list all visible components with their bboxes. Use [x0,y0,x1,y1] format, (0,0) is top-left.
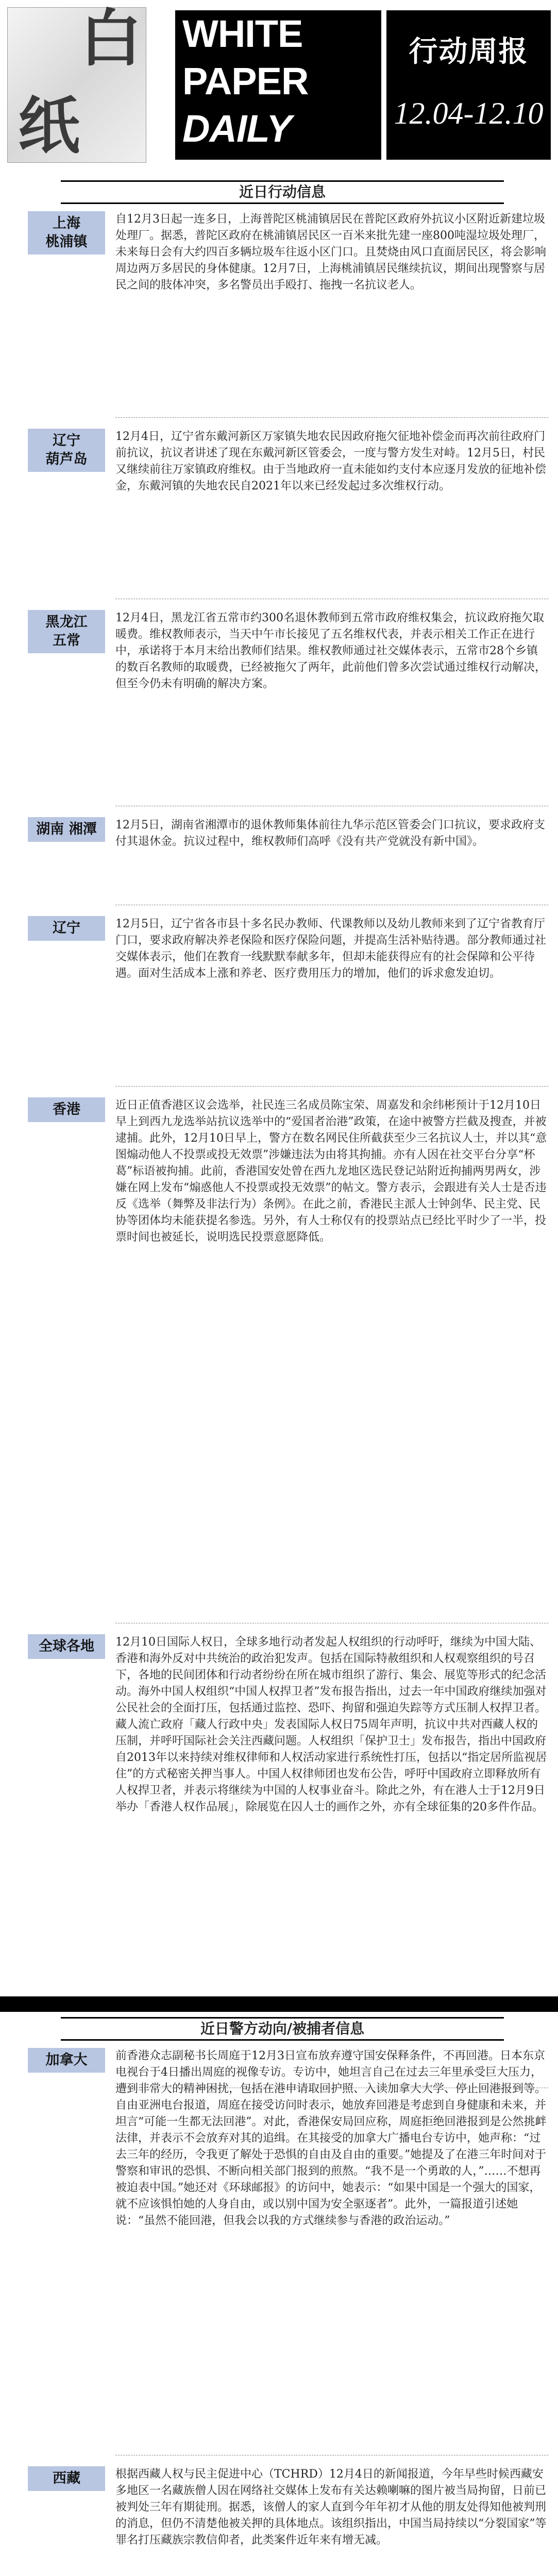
location-label [28,610,105,653]
entry-text [115,2048,548,2455]
page-header [0,0,558,170]
location-label [28,211,105,255]
location-label [28,1097,105,1122]
title-line-2: PAPER [182,60,309,103]
entry-paragraph: 近日正值香港区议会选举，社民连三名成员陈宝荣、周嘉发和余纬彬预计于12月10日早上到西九龙选举站抗议选举中的“爱国者治港”政策，在途中被警方拦截及搜查，并被逮捕。此外，12月10日早上，警方在数名网民住所截获至少三名抗议人士，并以其“意图煽动他人不投票或投无效票”涉嫌违法为由将其拘捕。亦有人因在社交平台分享“杯葛”标语被拘捕。此前，香港国安处曾在西九龙地区选民登记站附近拘捕两男两女，涉嫌在网上发布“煽惑他人不投票或投无效票”的帖文。警方表示，会跟进有关人士是否违反《选举（舞弊及非法行为）条例》。在此之前，香港民主派人士钟剑华、民主党、民协等团体均未能获提名参选。另外，有人士称仅有的投票站点已经比平时少了一半，投票时间也被延长，说明选民投票意愿降低。 [115,1099,547,1244]
location-line: 西藏 [53,2470,80,2486]
location-line: 黑龙江 [45,614,88,630]
entry-text [115,211,548,418]
entry-paragraph: 12月4日，黑龙江省五常市约300名退休教师到五常市政府维权集会，抗议政府拖欠取暖费。维权教师表示，当天中午市长接见了五名维权代表，并表示相关工作正在进行中，承诺将于本月末给出教师们结果。维权教师通过社交媒体表示，五常市28个乡镇的数百名教师的取暖费，已经被拖欠了两年，此前他们曾多次尝试通过维权行动解决，但至今仍未有明确的解决方案。 [115,612,547,690]
entry-paragraph: 12月4日，辽宁省东戴河新区万家镇失地农民因政府拖欠征地补偿金而再次前往政府门前抗议，抗议者讲述了现在东戴河新区管委会，一度与警方发生对峙。12月5日，村民又继续前往万家镇政府维权。由于当地政府一直未能如约支付本应逐月发放的征地补偿金，东戴河镇的失地农民自2021年以来已经发起过多次维权行动。 [115,430,547,493]
entry-text [115,1097,548,1623]
location-line: 桃浦镇 [45,234,88,250]
issue-date-range: 12.04-12.10 [394,96,544,130]
entry-paragraph: 12月5日，辽宁省各市县十多名民办教师、代课教师以及幼儿教师来到了辽宁省教育厅门口，要求政府解决养老保险和医疗保险问题，并提高生活补贴待遇。部分教师通过社交媒体表示，他们在教育一线默默奉献多年，但却未能获得应有的社会保障和公平待遇。面对生活成本上涨和养老、医疗费用压力的增加，他们的诉求愈发迫切。 [115,918,547,980]
location-label [28,2048,105,2073]
section-header-actions: 近日行动信息 [61,180,504,204]
section-divider [0,1996,558,2012]
masthead-title [175,10,381,160]
entry-text [115,610,548,806]
location-label [28,817,105,842]
logo-char-top: 白 [80,2,142,75]
entry-paragraph: 根据西藏人权与民主促进中心（TCHRD）12月4日的新闻报道，今年早些时候西藏安多地区一名藏族僧人因在网络社交媒体上发布有关达赖喇嘛的图片被当局拘留，日前已被判处三年有期徒刑。据悉，该僧人的家人直到今年年初才从他的朋友处得知他被判刑的消息，但仍不清楚他被关押的具体地点。该组织指出，中国当局持续以“分裂国家”等罪名打压藏族宗教信仰者，此类案件近年来有增无减。 [115,2468,547,2547]
location-line: 香港 [53,1101,80,1117]
entry-text [115,2466,548,2576]
location-label [28,2466,105,2491]
location-line: 全球各地 [39,1638,94,1654]
entry-paragraph: 12月5日，湖南省湘潭市的退休教师集体前往九华示范区管委会门口抗议，要求政府支付其退休金。抗议过程中，维权教师们高呼《没有共产党就没有新中国》。 [115,819,545,848]
location-label [28,429,105,472]
entry-paragraph: 自12月3日起一连多日，上海普陀区桃浦镇居民在普陀区政府外抗议小区附近新建垃圾处理厂。据悉，普陀区政府在桃浦镇居民区一百米来批先建一座800吨湿垃圾处理厂，未来每日会有大约四百多辆垃圾车往返小区门口。且焚烧由风口直面居民区，将会影响周边两万多居民的身体健康。12月7日，上海桃浦镇居民继续抗议，期间出现警察与居民之间的肢体冲突，多名警员出手殴打、拖拽一名抗议老人。 [115,213,547,292]
section-header-police: 近日警方动向/被捕者信息 [61,2017,504,2041]
entry-text [115,429,548,599]
entry-text [115,817,548,905]
logo-char-bottom: 纸 [18,90,80,162]
issue-info [386,10,551,160]
title-line-1: WHITE [182,12,303,55]
entry-text [115,916,548,1087]
location-line: 葫芦岛 [45,451,88,467]
location-line: 辽宁 [53,433,80,449]
location-line: 五常 [53,633,80,649]
entry-paragraph: 前香港众志副秘书长周庭于12月3日宣布放弃遵守国安保释条件，不再回港。日本东京电视台于4日播出周庭的视像专访。专访中，她坦言自己在过去三年里承受巨大压力，遭到非常大的精神困扰，包括在港申请取回护照、入读加拿大大学、停止回港报到等。自由亚洲电台报道，周庭在接受访问时表示，她放弃回港是考虑到自身健康和未来，并坦言“可能一生都无法回港”。对此，香港保安局回应称，周庭拒绝回港报到是公然挑衅法律，并表示不会放弃对其的追缉。在其接受的加拿大广播电台专访中，她声称：“过去三年的经历，令我更了解处于恐惧的自由及自由的重要。”她提及了在港三年时间对于警察和审讯的恐惧、不断向相关部门报到的煎熬。“我不是一个勇敢的人，”……不想再被迫表中国。”她还对《环球邮报》的访问中，她表示：“如果中国是一个强大的国家，就不应该惧怕她的人身自由，或以别中国为安全驱逐者”。此外，一篇报道引述她说：“虽然不能回港，但我会以我的方式继续参与香港的政治运动。” [115,2049,547,2227]
location-label [28,916,105,941]
location-label [28,1634,105,1659]
location-line: 加拿大 [45,2052,88,2068]
location-line: 湖南 湘潭 [36,821,97,837]
entry-paragraph: 12月10日国际人权日，全球多地行动者发起人权组织的行动呼吁，继续为中国大陆、香港和海外反对中共统治的政治犯发声。包括在国际特赦组织和人权观察组织的号召下，各地的民间团体和行动者纷纷在所在城市组织了游行、集会、展览等形式的纪念活动。海外中国人权组织“中国人权捍卫者”发布报告指出，过去一年中国政府继续加强对公民社会的全面打压，包括通过监控、恐吓、拘留和强迫失踪等方式压制人权捍卫者。藏人流亡政府「藏人行政中央」发表国际人权日75周年声明，抗议中共对西藏人权的压制，并呼吁国际社会关注西藏问题。人权组织「保护卫士」发布报告，指出中国政府自2013年以来持续对维权律师和人权活动家进行系统性打压，包括以“指定居所监视居住”的方式秘密关押当事人。中国人权律师团也发布公告，呼吁中国政府立即释放所有人权捍卫者，并表示将继续为中国的人权事业奋斗。除此之外，有在港人士于12月9日举办「香港人权作品展」，除展览在囚人士的画作之外，亦有全球征集的20多件作品。 [115,1636,547,1814]
location-line: 辽宁 [53,920,80,936]
location-line: 上海 [53,215,80,231]
logo [7,2,146,163]
title-line-3: DAILY [182,107,292,150]
issue-title: 行动周报 [409,35,529,69]
